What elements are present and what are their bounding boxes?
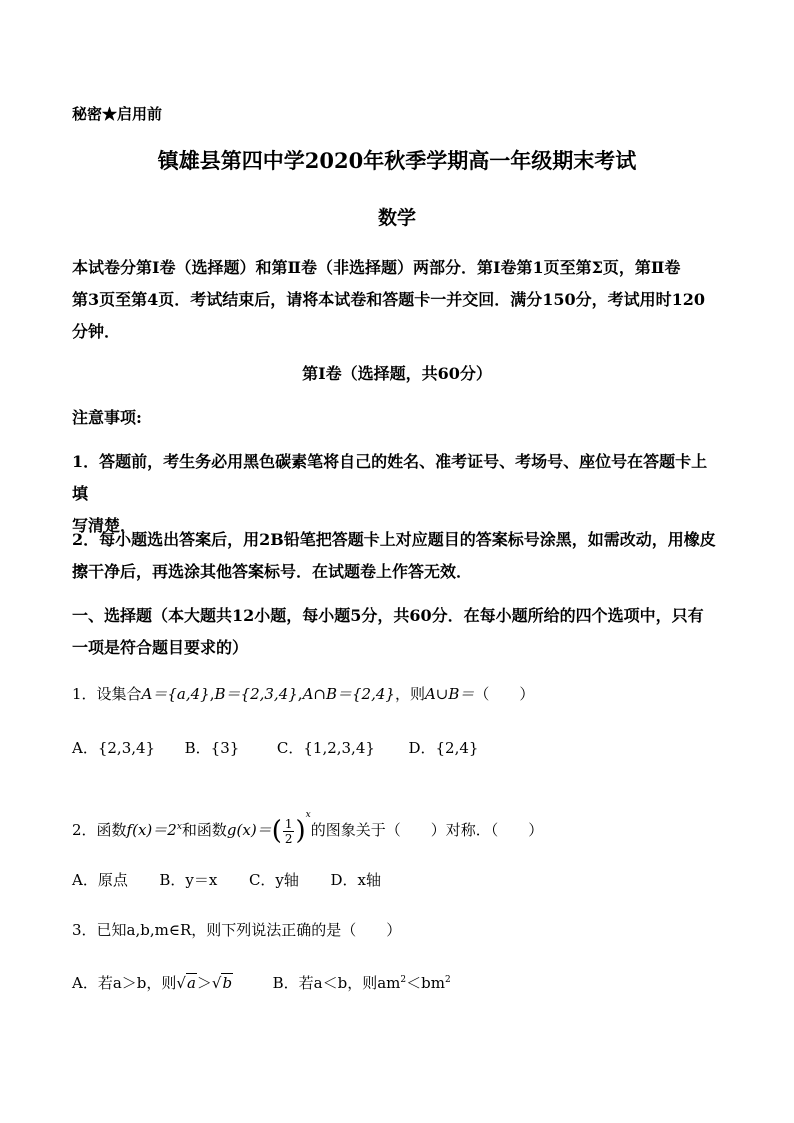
intro-line-3: 分钟． — [72, 322, 121, 341]
part1-line-1: 一、选择题（本大题共12小题，每小题5分，共60分．在每小题所给的四个选项中，只有 — [72, 606, 704, 625]
option-a: A．若a＞b，则√a＞√b — [72, 974, 233, 992]
intro-line-1: 本试卷分第Ⅰ卷（选择题）和第Ⅱ卷（非选择题）两部分．第Ⅰ卷第1页至第Σ页，第Ⅱ卷 — [72, 258, 681, 277]
note-item-2-line-1: 2．每小题选出答案后，用2B铅笔把答题卡上对应题目的答案标号涂黑，如需改动，用橡皮 — [72, 530, 716, 549]
note-item-1-line-2: 写清楚． — [72, 516, 137, 535]
section-title: 第Ⅰ卷（选择题，共60分） — [302, 364, 492, 383]
note-item-2-line-2: 擦干净后，再选涂其他答案标号．在试题卷上作答无效． — [72, 562, 473, 581]
note-item-2 — [72, 524, 722, 588]
option-a: A．原点 — [72, 871, 128, 889]
question-2-options — [72, 866, 722, 894]
set-union: A∪B＝ — [424, 685, 475, 703]
option-d: D．{2,4} — [408, 739, 479, 757]
option-c: C．{1,2,3,4} — [276, 739, 375, 757]
part1-instructions — [72, 600, 722, 664]
set-a: A＝{a,4} — [141, 685, 210, 703]
question-3-stem: 3．已知a,b,m∈R，则下列说法正确的是（ ） — [72, 921, 402, 939]
question-3-options — [72, 966, 722, 997]
option-d: D．x轴 — [330, 871, 381, 889]
option-b: B．若a＜b，则$am^2<bm^2$ — [272, 974, 451, 992]
subject-title: 数学 — [377, 207, 416, 229]
exam-title: 镇雄县第四中学2020年秋季学期高一年级期末考试 — [157, 148, 637, 173]
question-1-stem: 1．设集合A＝{a,4},B＝{2,3,4},A∩B＝{2,4}，则A∪B＝（ ） — [72, 685, 535, 703]
intro-paragraph — [72, 252, 722, 348]
fraction-one-half: $\frac{1}{2}$ — [284, 816, 293, 846]
set-intersection: A∩B＝{2,4} — [302, 685, 395, 703]
option-b: B．y＝x — [159, 871, 218, 889]
function-g: g(x)＝ — [226, 821, 272, 839]
confidential-label: 秘密★启用前 — [72, 105, 163, 123]
intro-line-2: 第3页至第4页．考试结束后，请将本试卷和答题卡一并交回．满分150分，考试用时120 — [72, 290, 706, 309]
notes-heading: 注意事项: — [72, 408, 142, 427]
set-b: B＝{2,3,4} — [214, 685, 298, 703]
question-1-options — [72, 734, 722, 762]
note-item-1-line-1: 1．答题前，考生务必用黑色碳素笔将自己的姓名、准考证号、考场号、座位号在答题卡上填 — [72, 452, 708, 503]
option-a: A．{2,3,4} — [72, 739, 156, 757]
function-f: f(x)＝2 — [126, 821, 177, 839]
part1-line-2: 一项是符合题目要求的） — [72, 638, 249, 657]
question-2-stem: 2．函数$f(x)=2^x$和函数g(x)＝( $\frac{1}{2}$ )$^x$的图象关于（ ）对称．（ ） — [72, 810, 544, 846]
option-c: C．y轴 — [248, 871, 299, 889]
option-b: B．{3} — [184, 739, 240, 757]
